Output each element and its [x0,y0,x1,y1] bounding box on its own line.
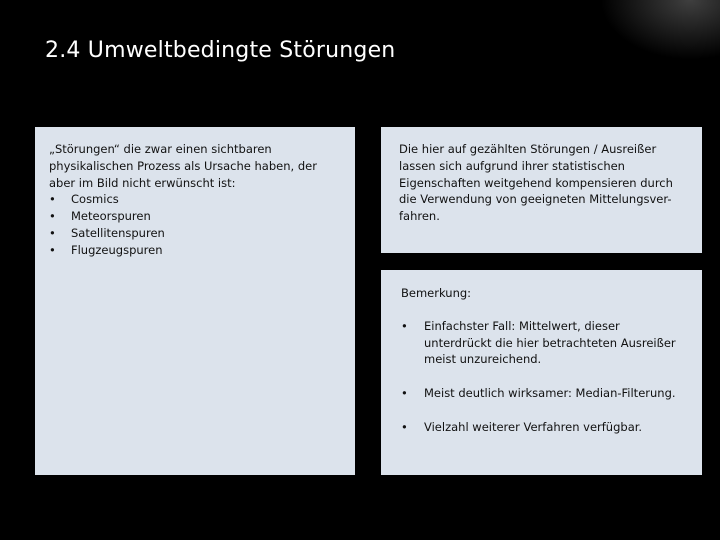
list-item: • Satellitenspuren [49,225,165,240]
bullet-icon: • [401,318,408,333]
remarks-list [401,318,682,436]
list-item: • Meist deutlich wirksamer: Median-Filterung. [401,386,676,401]
compensation-text: Die hier auf gezählten Störungen / Ausreißer lassen sich aufgrund ihrer statistischen Eigenschaften weitgehend kompensieren durch die Verwendung von geeigneten Mittelungsver-fahren. [399,142,673,224]
bullet-icon: • [49,192,56,207]
remarks-heading: Bemerkung: [401,286,472,300]
bullet-icon: • [401,386,408,401]
list-item: • Cosmics [49,192,119,207]
bullet-icon: • [49,242,56,257]
slide-title: 2.4 Umweltbedingte Störungen [45,38,396,63]
list-item: • Einfachster Fall: Mittelwert, dieser unterdrückt die hier betrachteten Ausreißer meist unzureichend. [401,318,676,367]
remarks-box [381,270,702,475]
top-right-content-box [381,127,702,253]
left-intro-text: „Störungen“ die zwar einen sichtbaren physikalischen Prozess als Ursache haben, der aber im Bild nicht erwünscht ist: [49,142,317,190]
bullet-icon: • [49,209,56,224]
bullet-icon: • [401,419,408,434]
corner-glow [600,0,720,60]
list-item: • Flugzeugspuren [49,242,163,257]
bullet-icon: • [49,225,56,240]
list-item: • Meteorspuren [49,209,151,224]
left-content-box [35,127,355,475]
left-bullet-list [49,191,341,258]
list-item: • Vielzahl weiterer Verfahren verfügbar. [401,419,643,434]
